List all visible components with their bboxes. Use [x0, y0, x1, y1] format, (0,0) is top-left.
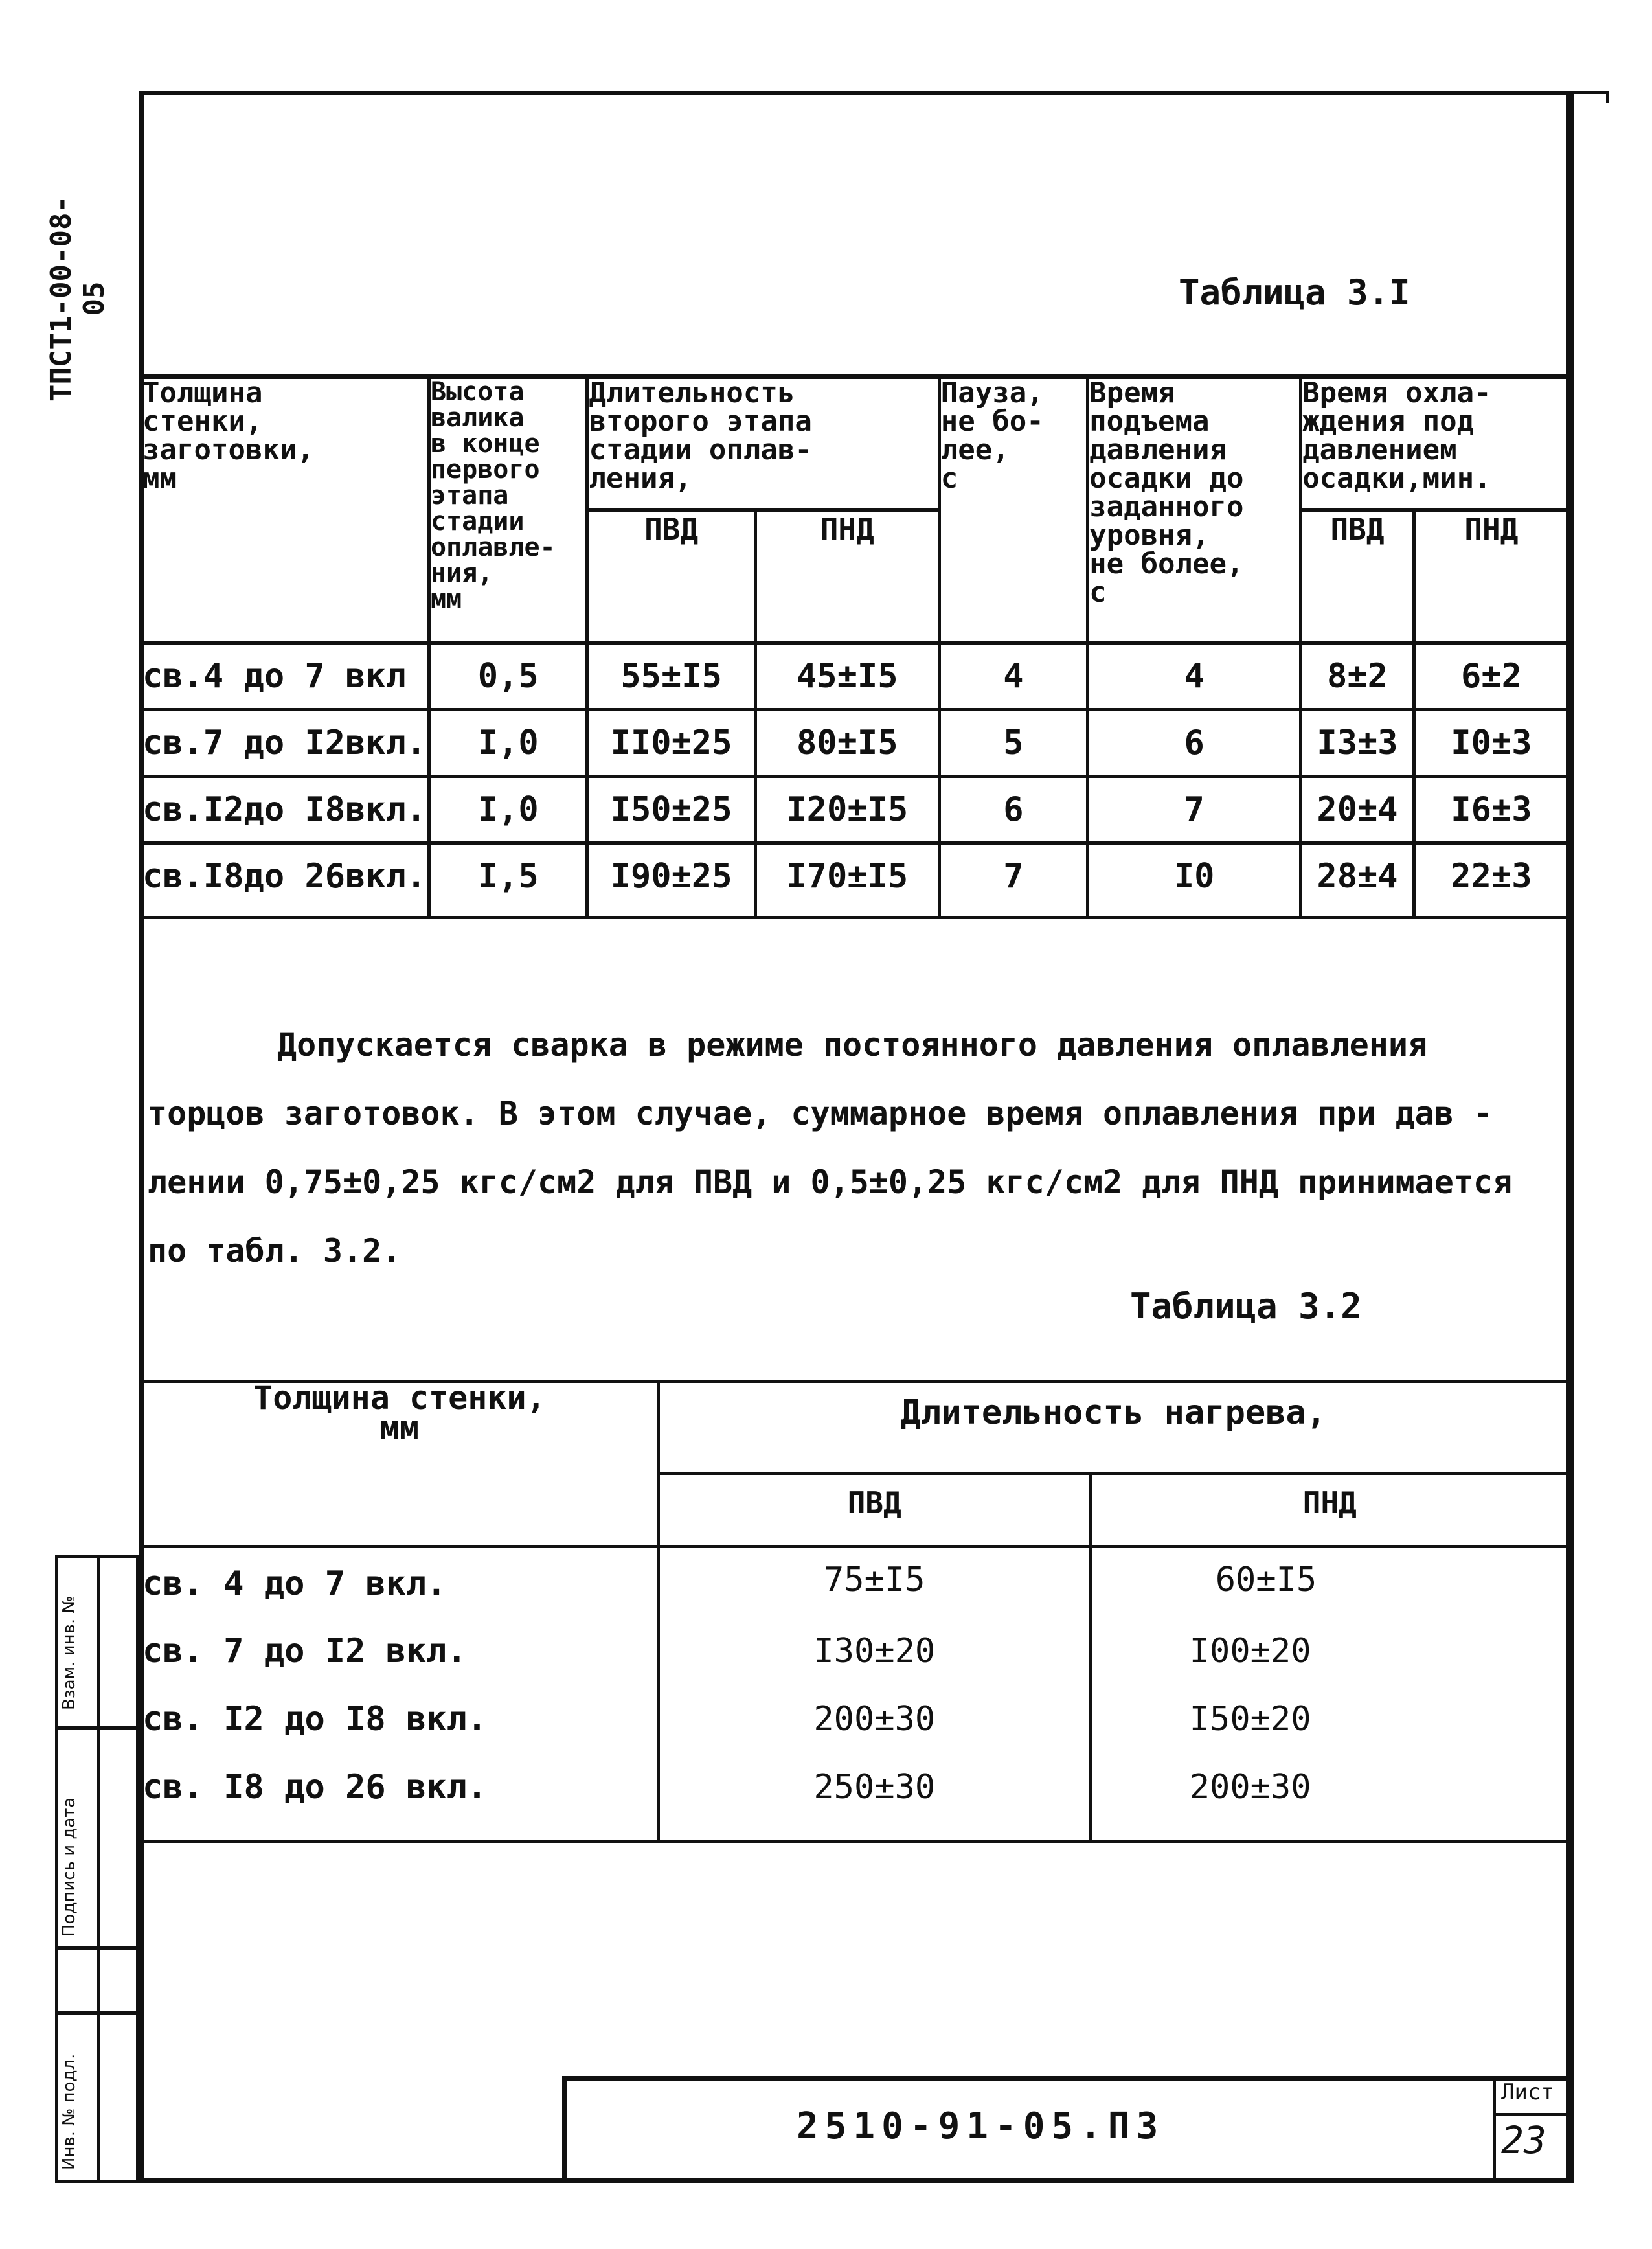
paragraph-line-4: по табл. 3.2.: [148, 1232, 402, 1270]
cell-thickness: св.7 до I2вкл.: [141, 710, 429, 777]
table-3-1: [139, 376, 1570, 919]
t2-cell-pvd: 250±30: [658, 1755, 1091, 1842]
cell-pvd: I90±25: [587, 843, 755, 918]
header-cooling-pnd: ПНД: [1414, 510, 1568, 643]
corner-mark: [1574, 91, 1609, 103]
t2-cell-pvd: I30±20: [658, 1619, 1091, 1687]
header-duration-pnd: ПНД: [755, 510, 939, 643]
cell-pnd: 45±I5: [755, 643, 939, 710]
cell-height: I,5: [429, 843, 587, 918]
cell-cool-pvd: I3±3: [1301, 710, 1414, 777]
document-code-vertical: ТПСТ1-00-08-05: [45, 196, 111, 402]
side-replaced-inv: Взам. инв. №: [60, 1595, 79, 1710]
cell-cool-pvd: 28±4: [1301, 843, 1414, 918]
header-height: Высота валика в конце первого этапа стадии оплавле- ния, мм: [429, 378, 587, 643]
table-row: [141, 1547, 1569, 1620]
paragraph-line-1: Допускается сварка в режиме постоянного давления оплавления: [277, 1026, 1428, 1064]
cell-height: 0,5: [429, 643, 587, 710]
table-row: [141, 843, 1569, 918]
t2-cell-pnd: 60±I5: [1091, 1547, 1568, 1620]
cell-rise: 4: [1088, 643, 1301, 710]
cell-pause: 5: [939, 710, 1087, 777]
t2-header-pvd: ПВД: [658, 1473, 1091, 1546]
table-row: [141, 777, 1569, 843]
header-rise: Время подъема давления осадки до заданного уровня, не более, с: [1088, 378, 1301, 643]
header-cooling-pvd: ПВД: [1301, 510, 1414, 643]
cell-rise: I0: [1088, 843, 1301, 918]
t2-cell-thickness: св. I2 до I8 вкл.: [141, 1687, 659, 1755]
cell-thickness: св.I2до I8вкл.: [141, 777, 429, 843]
cell-cool-pvd: 8±2: [1301, 643, 1414, 710]
cell-pvd: 55±I5: [587, 643, 755, 710]
cell-pvd: II0±25: [587, 710, 755, 777]
t2-header-thickness: Толщина стенки, мм: [141, 1382, 659, 1547]
cell-pause: 4: [939, 643, 1087, 710]
cell-pnd: I20±I5: [755, 777, 939, 843]
sheet-label: Лист: [1501, 2079, 1554, 2105]
paragraph-line-3: лении 0,75±0,25 кгс/см2 для ПВД и 0,5±0,25 кгс/см2 для ПНД принимается: [148, 1163, 1513, 1201]
t2-cell-pvd: 75±I5: [658, 1547, 1091, 1620]
cell-height: I,0: [429, 710, 587, 777]
side-inv-no: Инв. № подл.: [60, 2053, 79, 2170]
table-row: [141, 1619, 1569, 1687]
t2-cell-pvd: 200±30: [658, 1687, 1091, 1755]
paragraph-line-2: торцов заготовок. В этом случае, суммарное время оплавления при дав -: [148, 1095, 1493, 1132]
cell-pvd: I50±25: [587, 777, 755, 843]
table-row: [141, 1687, 1569, 1755]
t2-header-duration: Длительность нагрева,: [658, 1382, 1568, 1474]
header-duration-pvd: ПВД: [587, 510, 755, 643]
cell-cool-pnd: I0±3: [1414, 710, 1568, 777]
t2-cell-pnd: I50±20: [1091, 1687, 1568, 1755]
cell-rise: 6: [1088, 710, 1301, 777]
table-row: [141, 643, 1569, 710]
cell-cool-pnd: 6±2: [1414, 643, 1568, 710]
header-pause: Пауза, не бо- лее, с: [939, 378, 1087, 643]
cell-cool-pnd: 22±3: [1414, 843, 1568, 918]
t2-cell-thickness: св. 4 до 7 вкл.: [141, 1547, 659, 1620]
cell-cool-pnd: I6±3: [1414, 777, 1568, 843]
header-cooling: Время охла- ждения под давлением осадки,мин.: [1301, 378, 1569, 510]
t2-cell-pnd: I00±20: [1091, 1619, 1568, 1687]
table2-caption: Таблица 3.2: [1130, 1286, 1362, 1327]
t2-cell-pnd: 200±30: [1091, 1755, 1568, 1842]
header-duration: Длительность второго этапа стадии оплав- ления,: [587, 378, 939, 510]
table1-caption: Таблица 3.I: [1179, 272, 1410, 313]
table-row: [141, 710, 1569, 777]
cell-cool-pvd: 20±4: [1301, 777, 1414, 843]
cell-pause: 7: [939, 843, 1087, 918]
document-designation: 2510-91-05.ПЗ: [797, 2105, 1165, 2147]
t2-cell-thickness: св. 7 до I2 вкл.: [141, 1619, 659, 1687]
side-sign-date: Подпись и дата: [60, 1797, 79, 1937]
t2-header-pnd: ПНД: [1091, 1473, 1568, 1546]
header-thickness: Толщина стенки, заготовки, мм: [141, 378, 429, 643]
cell-pause: 6: [939, 777, 1087, 843]
cell-thickness: св.4 до 7 вкл: [141, 643, 429, 710]
cell-pnd: 80±I5: [755, 710, 939, 777]
sheet-number: 23: [1501, 2118, 1546, 2162]
cell-thickness: св.I8до 26вкл.: [141, 843, 429, 918]
sheet-box-divider: [1493, 2113, 1570, 2116]
table-3-2: [139, 1380, 1570, 1843]
cell-height: I,0: [429, 777, 587, 843]
cell-rise: 7: [1088, 777, 1301, 843]
cell-pnd: I70±I5: [755, 843, 939, 918]
table-row: [141, 1755, 1569, 1842]
t2-cell-thickness: св. I8 до 26 вкл.: [141, 1755, 659, 1842]
